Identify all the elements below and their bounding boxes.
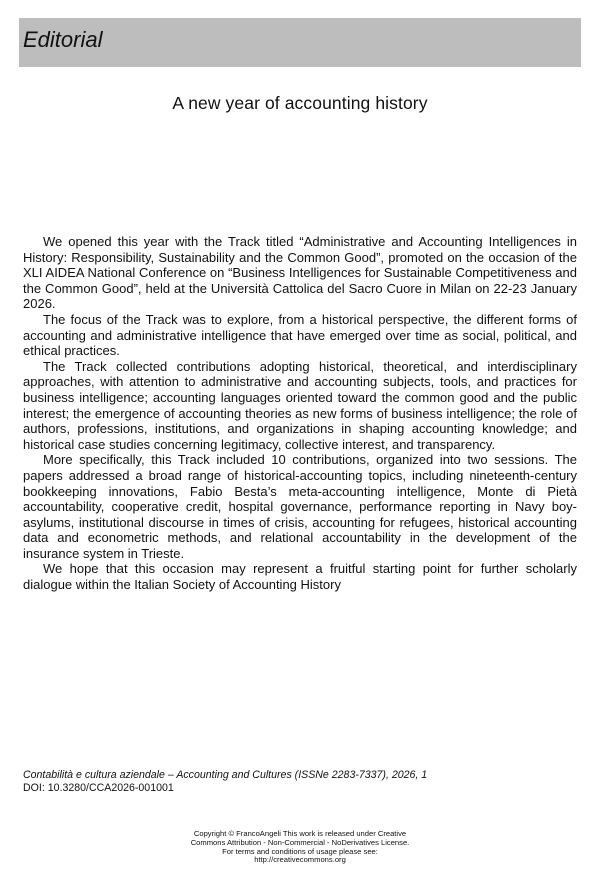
copyright-notice	[0, 830, 600, 865]
copyright-line: For terms and conditions of usage please see:	[222, 846, 378, 856]
article-title: A new year of accounting history	[172, 93, 428, 113]
body-paragraph: More specifically, this Track included 10 contributions, organized into two sessions. The papers addressed a broad range of historical-accounting topics, including nineteenth-century bookkeeping innovations, Fabio Besta’s meta-accounting intelligence, Monte di Pietà accountability, cooperative credit, hospital governance, performance reporting in Navy boy-asylums, institutional discourse in times of crisis, accounting for refugees, historical accounting data and econometric methods, and relational accountability in the development of the insurance system in Trieste.	[23, 452, 577, 561]
body-paragraph: The focus of the Track was to explore, from a historical perspective, the different forms of accounting and administrative intelligence that have emerged over time as social, political, and ethical practices.	[23, 311, 577, 359]
body-paragraph: We opened this year with the Track titled “Administrative and Accounting Intelligences in History: Responsibility, Sustainability and the Common Good”, promoted on the occasion of the XLI AIDEA National Conference on “Business Intelligences for Sustainable Competitiveness and the Common Good”, held at the Università Cattolica del Sacro Cuore in Milan on 22-23 January 2026.	[23, 234, 577, 312]
body-paragraph: We hope that this occasion may represent a fruitful starting point for further scholarly dialogue within the Italian Society of Accounting History	[23, 561, 577, 593]
section-header-band	[19, 18, 581, 67]
copyright-line: Commons Attribution - Non-Commercial - NoDerivatives License.	[190, 837, 410, 847]
journal-citation: Contabilità e cultura aziendale – Accounting and Cultures (ISSNe 2283-7337), 2026, 1	[23, 769, 428, 781]
body-paragraph: The Track collected contributions adopting historical, theoretical, and interdisciplinary approaches, with attention to administrative and accounting subjects, tools, and practices for business intelligence; accounting languages oriented toward the common good and the public interest; the emergence of accounting theories as new forms of business intelligence; the role of authors, professions, institutions, and organizations in shaping accounting knowledge; and historical case studies concerning legitimacy, collective interest, and transparency.	[23, 358, 577, 452]
copyright-line: Copyright © FrancoAngeli This work is released under Creative	[193, 829, 407, 838]
article-body	[23, 234, 577, 593]
section-label: Editorial	[23, 27, 103, 52]
copyright-link[interactable]: http://creativecommons.org	[254, 855, 346, 865]
doi-line: DOI: 10.3280/CCA2026-001001	[23, 782, 174, 794]
